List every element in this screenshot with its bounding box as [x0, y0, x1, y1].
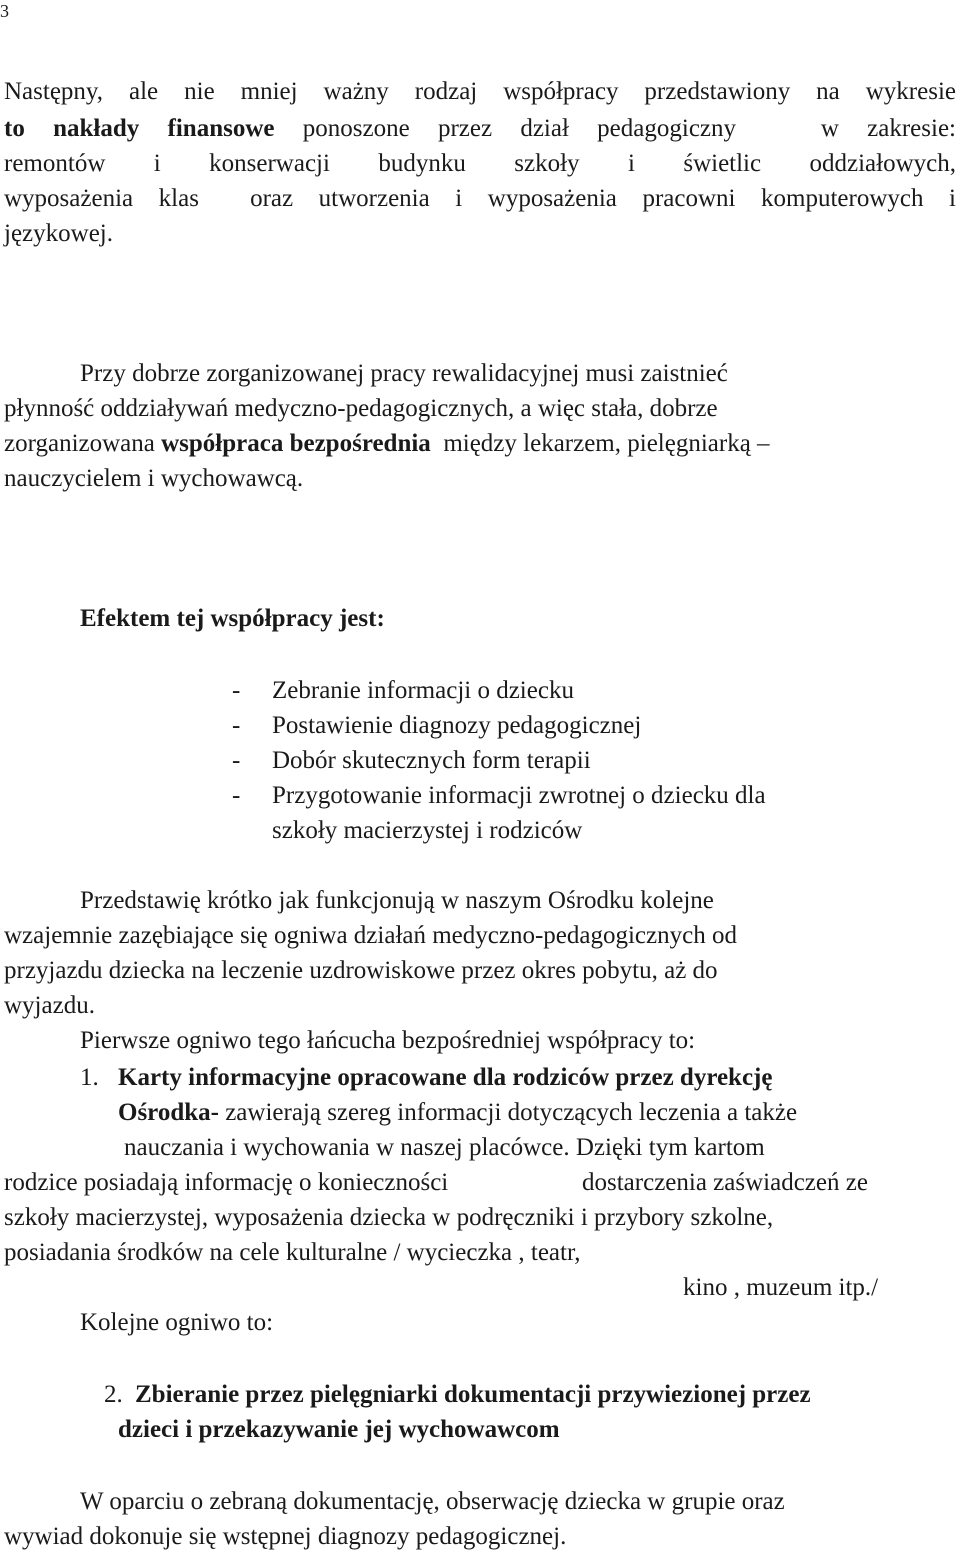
text-span: ponoszone przez dział pedagogiczny w zakresie:	[274, 115, 956, 142]
text-span: zawierają szereg informacji dotyczących leczenia a także	[218, 1099, 798, 1126]
text-line	[118, 1095, 797, 1130]
list-item: Postawienie diagnozy pedagogicznej	[272, 712, 642, 739]
text-span: między lekarzem, pielęgniarką –	[430, 430, 770, 457]
text-line: remontów i konserwacji budynku szkoły i świetlic oddziałowych,	[4, 150, 956, 177]
text-line: nauczycielem i wychowawcą.	[4, 465, 304, 492]
text-line: szkoły macierzystej, wyposażenia dziecka w podręczniki i przybory szkolne,	[4, 1204, 774, 1231]
text-line: Przedstawię krótko jak funkcjonują w naszym Ośrodku kolejne	[80, 887, 714, 914]
text-span: zorganizowana	[4, 430, 162, 457]
text-line: W oparciu o zebraną dokumentację, obserwację dziecka w grupie oraz	[80, 1488, 785, 1515]
text-line: wyposażenia klas oraz utworzenia i wyposażenia pracowni komputerowych i	[4, 185, 956, 212]
item-title: Zbieranie przez pielęgniarki dokumentacji przywiezionej przez	[135, 1381, 811, 1408]
list-bullet: -	[232, 747, 241, 774]
bold-phrase: współpraca bezpośrednia	[161, 430, 431, 457]
text-line	[4, 426, 770, 461]
list-item: Dobór skutecznych form terapii	[272, 747, 591, 774]
text-line: językowej.	[4, 220, 113, 247]
list-item: Zebranie informacji o dziecku	[272, 677, 574, 704]
list-bullet: -	[232, 712, 241, 739]
text-line: kino , muzeum itp./	[683, 1274, 879, 1301]
text-line: wzajemnie zazębiające się ogniwa działań medyczno-pedagogicznych od	[4, 922, 737, 949]
text-line: Pierwsze ogniwo tego łańcucha bezpośredniej współpracy to:	[80, 1027, 696, 1054]
text-line: wyjazdu.	[4, 992, 95, 1019]
list-item-continuation: szkoły macierzystej i rodziców	[272, 817, 583, 844]
section-heading: Efektem tej współpracy jest:	[80, 605, 385, 632]
item-number: 2.	[104, 1381, 123, 1408]
text-line: przyjazdu dziecka na leczenie uzdrowiskowe przez okres pobytu, aż do	[4, 957, 718, 984]
page-number: 3	[0, 1, 9, 21]
text-line: posiadania środków na cele kulturalne / wycieczka , teatr,	[4, 1239, 581, 1266]
text-line: wywiad dokonuje się wstępnej diagnozy pedagogicznej.	[4, 1523, 567, 1550]
text-line: płynność oddziaływań medyczno-pedagogicznych, a więc stała, dobrze	[4, 395, 718, 422]
text-line: rodzice posiadają informację o konieczności	[4, 1169, 449, 1196]
list-item: Przygotowanie informacji zwrotnej o dziecku dla	[272, 782, 766, 809]
text-line: Przy dobrze zorganizowanej pracy rewalidacyjnej musi zaistnieć	[80, 360, 728, 387]
text-line: Następny, ale nie mniej ważny rodzaj współpracy przedstawiony na wykresie	[4, 78, 956, 105]
list-bullet: -	[232, 677, 241, 704]
bold-phrase: Ośrodka-	[118, 1099, 219, 1126]
item-title: Karty informacyjne opracowane dla rodziców przez dyrekcję	[118, 1064, 773, 1091]
bold-phrase: to nakłady finansowe	[4, 115, 275, 142]
text-line: dostarczenia zaświadczeń ze	[582, 1169, 868, 1196]
item-number: 1.	[80, 1064, 99, 1091]
text-line: nauczania i wychowania w naszej placówce. Dzięki tym kartom	[124, 1134, 765, 1161]
text-line: Kolejne ogniwo to:	[80, 1309, 274, 1336]
text-line	[4, 111, 956, 146]
list-bullet: -	[232, 782, 241, 809]
item-title-continuation: dzieci i przekazywanie jej wychowawcom	[118, 1416, 560, 1443]
